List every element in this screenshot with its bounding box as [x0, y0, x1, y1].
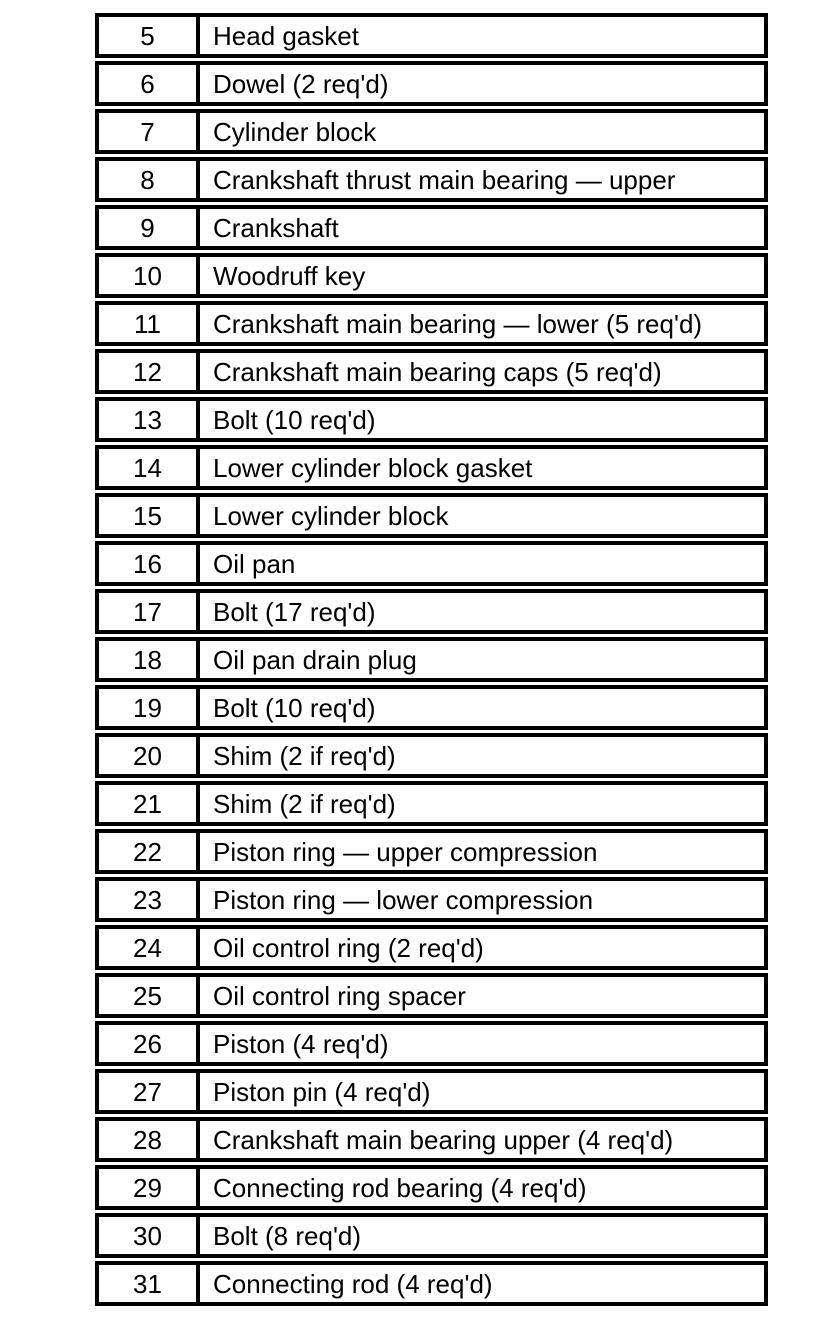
- part-number-cell: 14: [99, 449, 200, 486]
- part-number-cell: 30: [99, 1217, 200, 1254]
- part-description-cell: Crankshaft main bearing caps (5 req'd): [213, 356, 662, 387]
- part-description-cell: Bolt (8 req'd): [213, 1220, 362, 1251]
- table-row: [95, 589, 768, 634]
- part-description-cell: Crankshaft thrust main bearing — upper: [213, 164, 676, 195]
- table-row: [95, 973, 768, 1018]
- table-row: [95, 253, 768, 298]
- table-row: [95, 109, 768, 154]
- part-description-cell: Piston (4 req'd): [213, 1028, 389, 1059]
- part-number-cell: 23: [99, 881, 200, 918]
- table-row: [95, 397, 768, 442]
- table-row: [95, 1021, 768, 1066]
- part-number-cell: 16: [99, 545, 200, 582]
- table-row: [95, 637, 768, 682]
- part-number-cell: 29: [99, 1169, 200, 1206]
- part-description-cell: Crankshaft main bearing — lower (5 req'd): [213, 308, 703, 339]
- part-description-cell: Shim (2 if req'd): [213, 788, 396, 819]
- part-number-cell: 5: [99, 17, 200, 54]
- table-row: [95, 205, 768, 250]
- part-description-cell: Cylinder block: [213, 116, 377, 147]
- part-number-cell: 12: [99, 353, 200, 390]
- part-description-cell: Piston ring — upper compression: [213, 836, 598, 867]
- part-description-cell: Connecting rod bearing (4 req'd): [213, 1172, 587, 1203]
- part-description-cell: Woodruff key: [213, 260, 366, 291]
- table-row: [95, 1213, 768, 1258]
- table-row: [95, 685, 768, 730]
- part-number-cell: 22: [99, 833, 200, 870]
- part-number-cell: 11: [99, 305, 200, 342]
- part-number-cell: 9: [99, 209, 200, 246]
- part-description-cell: Bolt (10 req'd): [213, 404, 376, 435]
- table-row: [95, 541, 768, 586]
- part-number-cell: 17: [99, 593, 200, 630]
- part-description-cell: Lower cylinder block: [213, 500, 449, 531]
- part-number-cell: 7: [99, 113, 200, 150]
- part-number-cell: 15: [99, 497, 200, 534]
- part-number-cell: 10: [99, 257, 200, 294]
- part-number-cell: 13: [99, 401, 200, 438]
- table-row: [95, 301, 768, 346]
- part-number-cell: 26: [99, 1025, 200, 1062]
- table-row: [95, 829, 768, 874]
- part-description-cell: Crankshaft: [213, 212, 339, 243]
- part-number-cell: 31: [99, 1265, 200, 1302]
- part-number-cell: 21: [99, 785, 200, 822]
- part-number-cell: 20: [99, 737, 200, 774]
- table-row: [95, 733, 768, 778]
- part-description-cell: Oil pan drain plug: [213, 644, 417, 675]
- table-row: [95, 1165, 768, 1210]
- part-description-cell: Shim (2 if req'd): [213, 740, 396, 771]
- table-row: [95, 781, 768, 826]
- table-row: [95, 493, 768, 538]
- part-description-cell: Head gasket: [213, 20, 359, 51]
- part-number-cell: 25: [99, 977, 200, 1014]
- part-number-cell: 27: [99, 1073, 200, 1110]
- part-description-cell: Lower cylinder block gasket: [213, 452, 533, 483]
- part-description-cell: Oil control ring spacer: [213, 980, 466, 1011]
- part-description-cell: Oil control ring (2 req'd): [213, 932, 484, 963]
- table-row: [95, 877, 768, 922]
- table-row: [95, 1261, 768, 1306]
- part-number-cell: 24: [99, 929, 200, 966]
- part-description-cell: Connecting rod (4 req'd): [213, 1268, 493, 1299]
- part-description-cell: Bolt (10 req'd): [213, 692, 376, 723]
- table-row: [95, 925, 768, 970]
- table-row: [95, 1117, 768, 1162]
- table-row: [95, 13, 768, 58]
- parts-list-table: [95, 13, 768, 1309]
- part-description-cell: Piston ring — lower compression: [213, 884, 594, 915]
- part-description-cell: Bolt (17 req'd): [213, 596, 376, 627]
- part-description-cell: Piston pin (4 req'd): [213, 1076, 431, 1107]
- part-description-cell: Dowel (2 req'd): [213, 68, 389, 99]
- part-description-cell: Oil pan: [213, 548, 296, 579]
- table-row: [95, 1069, 768, 1114]
- table-row: [95, 445, 768, 490]
- table-row: [95, 157, 768, 202]
- part-number-cell: 18: [99, 641, 200, 678]
- table-row: [95, 349, 768, 394]
- table-row: [95, 61, 768, 106]
- part-number-cell: 8: [99, 161, 200, 198]
- part-number-cell: 19: [99, 689, 200, 726]
- part-description-cell: Crankshaft main bearing upper (4 req'd): [213, 1124, 674, 1155]
- part-number-cell: 6: [99, 65, 200, 102]
- part-number-cell: 28: [99, 1121, 200, 1158]
